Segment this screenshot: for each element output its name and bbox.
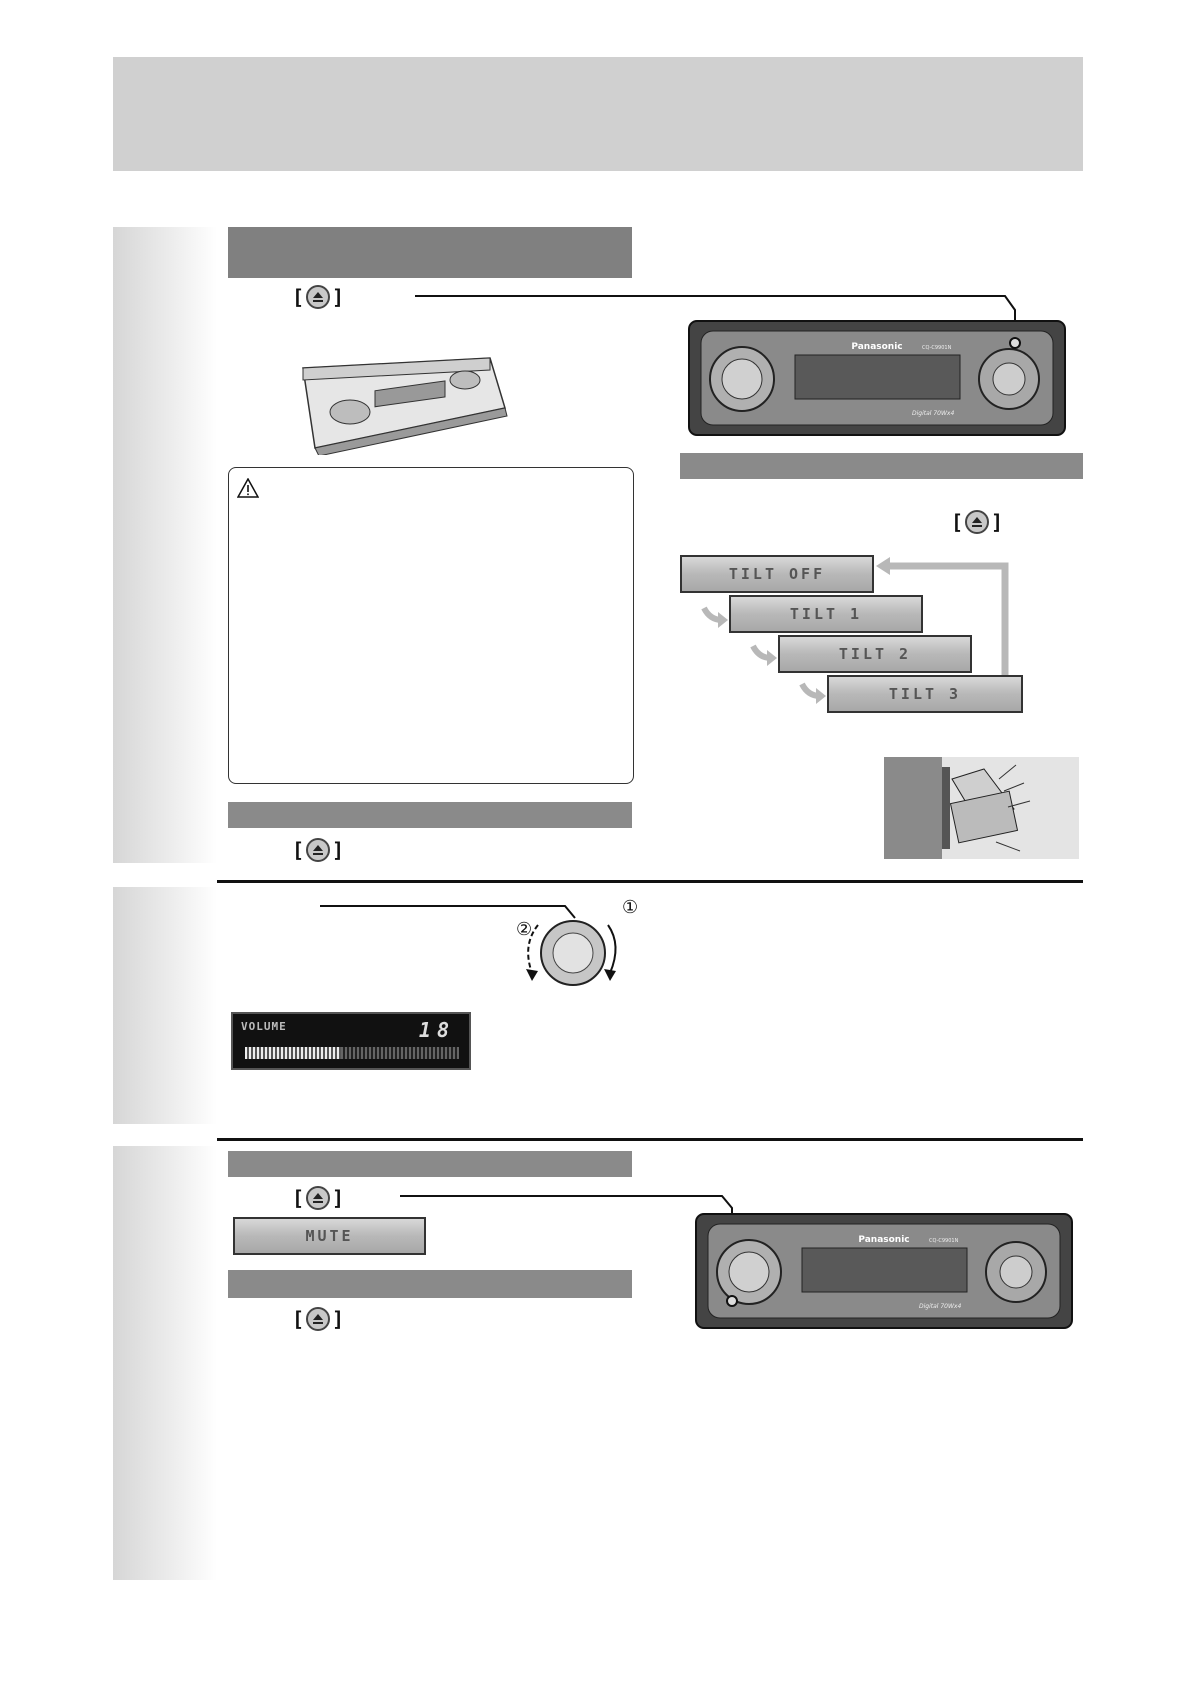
volume-knob-illustration <box>510 895 640 995</box>
radio-front-panel-1 <box>687 319 1067 437</box>
svg-text:②: ② <box>516 919 533 940</box>
volume-value: 18 <box>418 1018 455 1042</box>
eject-icon <box>965 510 989 534</box>
volume-level-bar <box>245 1047 459 1059</box>
section-divider-2 <box>217 1138 1083 1141</box>
tilt-display-off: TILT OFF <box>680 555 874 593</box>
mute-on-bar <box>228 1151 632 1177</box>
radio-front-panel-2 <box>694 1212 1074 1330</box>
eject-icon <box>306 838 330 862</box>
mute-eject-button-ref: [ ] <box>292 1186 345 1210</box>
close-faceplate-bar <box>228 802 632 828</box>
svg-text:CQ-C9901N: CQ-C9901N <box>922 345 952 351</box>
eject-icon <box>306 1307 330 1331</box>
volume-label: VOLUME <box>241 1020 287 1033</box>
mute-display: MUTE <box>233 1217 426 1255</box>
svg-text:Panasonic: Panasonic <box>851 342 903 352</box>
section-divider-1 <box>217 880 1083 883</box>
svg-text:CQ-C9901N: CQ-C9901N <box>929 1238 959 1244</box>
tilt-display-1: TILT 1 <box>729 595 923 633</box>
mute-off-bar <box>228 1270 632 1298</box>
close-eject-button-ref: [ ] <box>292 838 345 862</box>
svg-text:①: ① <box>622 897 639 918</box>
tilt-display-3: TILT 3 <box>827 675 1023 713</box>
volume-display <box>231 1012 471 1070</box>
open-eject-button-ref: [ ] <box>292 285 345 309</box>
unmute-eject-button-ref: [ ] <box>292 1307 345 1331</box>
tilt-display-2: TILT 2 <box>778 635 972 673</box>
eject-icon <box>306 1186 330 1210</box>
open-faceplate-illustration <box>295 350 520 455</box>
tilt-eject-button-ref: [ ] <box>951 510 1004 534</box>
tilt-section-bar <box>680 453 1083 479</box>
svg-text:Digital 70Wx4: Digital 70Wx4 <box>912 410 955 417</box>
svg-text:Digital 70Wx4: Digital 70Wx4 <box>919 1303 962 1310</box>
caution-box <box>228 467 634 784</box>
volume-level-fill <box>245 1047 341 1059</box>
tilt-angle-illustration <box>884 757 1079 859</box>
warning-triangle-icon <box>237 478 259 498</box>
svg-text:Panasonic: Panasonic <box>858 1235 910 1245</box>
